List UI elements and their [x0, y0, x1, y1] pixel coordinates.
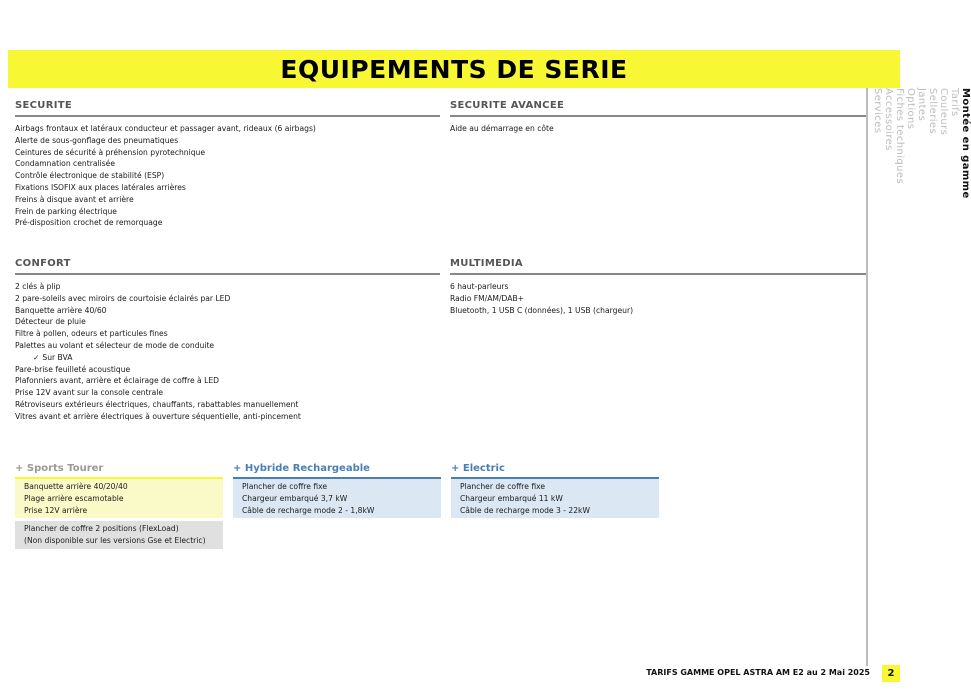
title-banner [8, 50, 900, 88]
version-sports-tourer [15, 463, 223, 549]
version-item: Plancher de coffre 2 positions (FlexLoad) [24, 524, 179, 534]
version-box [451, 479, 659, 518]
list-item: Rétroviseurs extérieurs électriques, chauffants, rabattables manuellement [15, 399, 299, 409]
nav-fiches-techniques[interactable]: Fiches techniques [894, 88, 905, 185]
nav-options[interactable]: Options [905, 88, 916, 130]
list-item: Airbags frontaux et latéraux conducteur et passager avant, rideaux (6 airbags) [15, 124, 316, 133]
list-item: Pare-brise feuilleté acoustique [15, 364, 131, 374]
side-navigation [866, 88, 971, 666]
list-item: Pré-disposition crochet de remorquage [15, 218, 163, 228]
list-item: Aide au démarrage en côte [450, 124, 554, 133]
nav-services[interactable]: Services [872, 88, 883, 134]
nav-selleries[interactable]: Selleries [927, 88, 938, 135]
version-item: (Non disponible sur les versions Gse et Electric) [24, 536, 206, 546]
list-item: Banquette arrière 40/60 [15, 305, 107, 315]
confort-list [15, 281, 440, 423]
page-title: EQUIPEMENTS DE SERIE [280, 54, 628, 84]
version-item: Plage arrière escamotable [24, 493, 124, 503]
version-item: Câble de recharge mode 3 - 22kW [460, 505, 590, 515]
securite-list [15, 123, 440, 229]
version-box [233, 479, 441, 518]
section-multimedia [450, 258, 868, 316]
multimedia-list [450, 281, 868, 316]
list-item: Plafonniers avant, arrière et éclairage de coffre à LED [15, 376, 219, 386]
list-item: Ceintures de sécurité à préhension pyrotechnique [15, 147, 206, 157]
version-electric [451, 463, 659, 518]
nav-tarifs[interactable]: Tarifs [949, 88, 960, 117]
version-box [15, 479, 223, 518]
section-securite [15, 100, 440, 229]
list-item: Frein de parking électrique [15, 206, 117, 216]
version-item: Chargeur embarqué 11 kW [460, 493, 563, 503]
version-item: Prise 12V arrière [24, 505, 88, 515]
version-item: Plancher de coffre fixe [242, 482, 328, 491]
list-item: Freins à disque avant et arrière [15, 194, 134, 204]
section-title: CONFORT [15, 258, 440, 275]
list-item: Alerte de sous-gonflage des pneumatiques [15, 135, 179, 145]
list-subitem [15, 352, 440, 364]
list-item: Condamnation centralisée [15, 159, 115, 169]
version-title: + Hybride Rechargeable [233, 463, 370, 474]
version-hybride [233, 463, 441, 518]
version-item: Banquette arrière 40/20/40 [24, 482, 128, 491]
nav-montee-en-gamme[interactable]: Montée en gamme [960, 88, 971, 199]
list-item: Vitres avant et arrière électriques à ouverture séquentielle, anti-pincement [15, 411, 301, 421]
checkmark-icon: ✓ [33, 352, 40, 362]
list-item: Fixations ISOFIX aux places latérales arrières [15, 182, 186, 192]
list-item: Contrôle électronique de stabilité (ESP) [15, 171, 165, 181]
section-confort [15, 258, 440, 423]
version-box-grey [15, 521, 223, 549]
nav-couleurs[interactable]: Couleurs [938, 88, 949, 136]
list-item: Filtre à pollen, odeurs et particules fines [15, 329, 168, 339]
list-item: 2 clés à plip [15, 282, 61, 291]
version-title: + Electric [451, 463, 505, 474]
version-title: + Sports Tourer [15, 463, 104, 474]
section-securite-avancee [450, 100, 868, 135]
page-number: 2 [882, 665, 900, 682]
list-item: Bluetooth, 1 USB C (données), 1 USB (chargeur) [450, 305, 634, 315]
version-item: Plancher de coffre fixe [460, 482, 546, 491]
version-item: Câble de recharge mode 2 - 1,8kW [242, 505, 375, 515]
securite-avancee-list [450, 123, 868, 135]
list-subitem-label: Sur BVA [42, 352, 73, 362]
list-item: Palettes au volant et sélecteur de mode de conduite [15, 340, 215, 350]
list-item: Prise 12V avant sur la console centrale [15, 388, 164, 398]
list-item: 6 haut-parleurs [450, 282, 509, 291]
section-title: MULTIMEDIA [450, 258, 868, 275]
nav-accessoires[interactable]: Accessoires [883, 88, 894, 151]
version-item: Chargeur embarqué 3,7 kW [242, 493, 348, 503]
section-title: SECURITE [15, 100, 440, 117]
footer-text: TARIFS GAMME OPEL ASTRA AM E2 au 2 Mai 2025 [646, 668, 870, 677]
list-item: 2 pare-soleils avec miroirs de courtoisie éclairés par LED [15, 293, 231, 303]
section-title: SECURITE AVANCEE [450, 100, 868, 117]
list-item: Radio FM/AM/DAB+ [450, 293, 525, 303]
list-item: Détecteur de pluie [15, 317, 86, 327]
nav-jantes[interactable]: Jantes [916, 88, 927, 122]
